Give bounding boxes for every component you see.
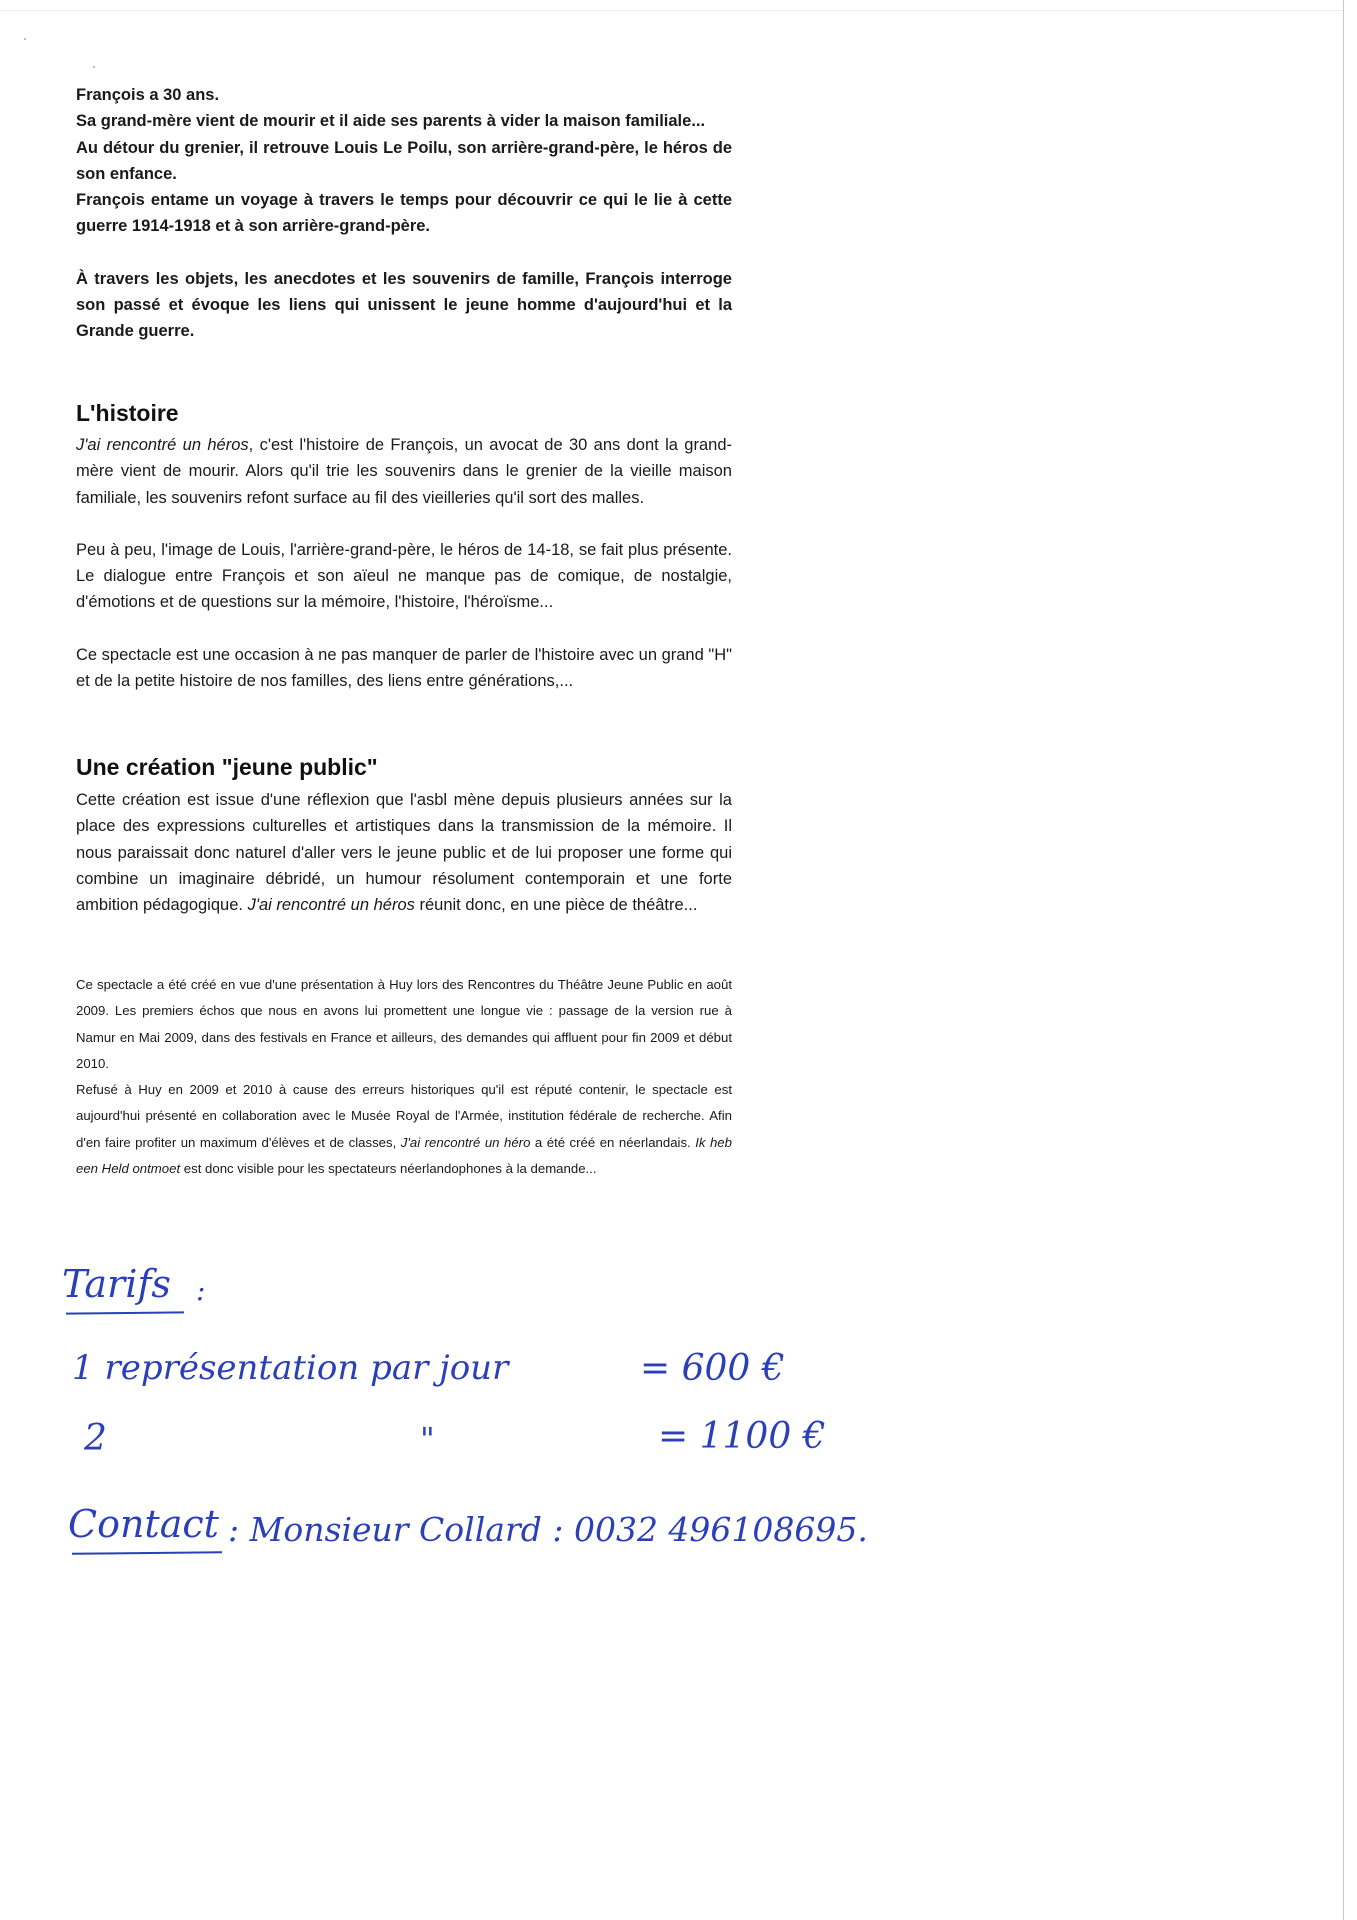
histoire-p1-text: , c'est l'histoire de François, un avocat de 30 ans dont la grand-mère vient de mourir. Alors qu'il trie les souvenirs dans le grenier de la vieille maison familiale, les souvenirs refont surface au fil des vieilleries qu'il sort des malles. (76, 436, 732, 507)
handwritten-line2-price: = 1100 € (658, 1416, 826, 1457)
note-text: a été créé en néerlandais. (530, 1134, 696, 1150)
handwritten-ditto: " (420, 1420, 435, 1458)
section-title-histoire: L'histoire (76, 400, 179, 426)
note-paragraph-1: Ce spectacle a été créé en vue d'une présentation à Huy lors des Rencontres du Théâtre Jeune Public en août 2009. Les premiers échos que nous en avons lui promettent une longue vie : passage de la version rue à Namur en Mai 2009, dans des festivals en France et ailleurs, des demandes qui affluent pour fin 2009 et début 2010. (76, 977, 732, 1071)
handwritten-line1-price: = 600 € (640, 1348, 785, 1389)
handwritten-tarifs: Tarifs (62, 1262, 171, 1306)
histoire-paragraph-3: Ce spectacle est une occasion à ne pas manquer de parler de l'histoire avec un grand "H" et de la petite histoire de nos familles, des liens entre générations,... (76, 645, 732, 691)
dutch-title-italic: Ik heb een Held ontmoet (76, 1134, 732, 1177)
histoire-paragraph-2: Peu à peu, l'image de Louis, l'arrière-grand-père, le héros de 14-18, se fait plus présente. Le dialogue entre François et son aïeul ne manque pas de comique, de nostalgie, d'émotions et de questions sur la mémoire, l'histoire, l'héroïsme... (76, 540, 732, 612)
handwritten-underline (66, 1311, 184, 1314)
handwritten-colon: : (196, 1274, 206, 1307)
scan-right-edge (1343, 0, 1344, 1920)
note-paragraph-2 (76, 1077, 732, 1182)
intro-line: Au détour du grenier, il retrouve Louis Le Poilu, son arrière-grand-père, le héros de son enfance. (76, 138, 732, 183)
histoire-body (76, 432, 732, 694)
handwritten-line2-num: 2 (84, 1418, 107, 1459)
handwritten-contact-label: Contact (68, 1502, 219, 1546)
handwritten-line1-label: 1 représentation par jour (72, 1348, 509, 1388)
intro-line: Sa grand-mère vient de mourir et il aide ses parents à vider la maison familiale... (76, 112, 706, 131)
handwritten-underline (72, 1551, 222, 1555)
intro-block (76, 82, 732, 345)
show-title-italic: J'ai rencontré un héros (247, 896, 415, 915)
handwritten-contact-value: : Monsieur Collard : 0032 496108695. (228, 1510, 868, 1549)
creation-body (76, 787, 732, 918)
note-text: Refusé à Huy en 2009 et 2010 à cause des erreurs historiques qu'il est réputé contenir, le spectacle est aujourd'hui présenté en collaboration avec le Musée Royal de l'Armée, institution fédérale de recherche. Afin d'en faire profiter un maximum d'élèves et de classes, (76, 1082, 732, 1150)
creation-paragraph (76, 787, 732, 918)
creation-text: Cette création est issue d'une réflexion que l'asbl mène depuis plusieurs années sur la place des expressions culturelles et artistiques dans la transmission de la mémoire. Il nous paraissait donc naturel d'aller vers le jeune public et de lui proposer une forme qui combine un imaginaire débridé, un humour résolument contemporain et une forte ambition pédagogique. (76, 791, 732, 915)
section-title-creation: Une création "jeune public" (76, 754, 378, 780)
histoire-paragraph-1 (76, 432, 732, 511)
show-title-italic: J'ai rencontré un héros (76, 436, 249, 454)
creation-text-end: réunit donc, en une pièce de théâtre... (414, 896, 698, 915)
scan-speck (93, 66, 95, 68)
show-title-italic: J'ai rencontré un héro (400, 1134, 531, 1150)
intro-paragraph: À travers les objets, les anecdotes et les souvenirs de famille, François interroge son passé et évoque les liens qui unissent le jeune homme d'aujourd'hui et la Grande guerre. (76, 269, 732, 341)
scan-top-edge (0, 10, 1343, 11)
scan-speck (24, 38, 26, 40)
production-note (76, 972, 732, 1182)
intro-line: François entame un voyage à travers le temps pour découvrir ce qui le lie à cette guerre 1914-1918 et à son arrière-grand-père. (76, 191, 732, 236)
intro-line: François a 30 ans. (76, 86, 220, 104)
note-text: est donc visible pour les spectateurs néerlandophones à la demande... (180, 1161, 597, 1177)
